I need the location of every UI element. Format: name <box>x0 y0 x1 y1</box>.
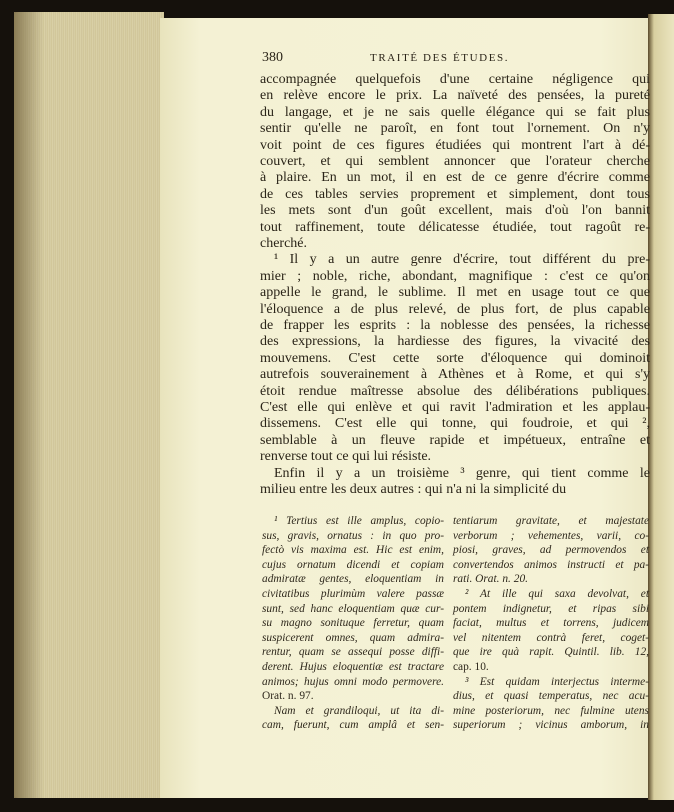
body-line: accompagnée quelquefois d'une certaine négligence qui <box>260 72 650 87</box>
footnote-line: admiratæ gentes, eloquentiam in <box>262 573 444 586</box>
body-line: les mets sont d'un goût excellent, mais d'où l'on bannit <box>260 203 650 219</box>
body-line: renverse tout ce qui lui résiste. <box>260 449 432 465</box>
body-line: milieu entre les deux autres : qui n'a ni la simplicité du <box>260 482 567 497</box>
body-line: l'éloquence a de plus relevé, de plus fort, de plus capable <box>260 301 650 317</box>
footnote-line: pontem indignetur, et ripas sibi <box>453 602 649 615</box>
body-line: appelle le grand, le sublime. Il met en usage tout ce que <box>260 285 650 301</box>
body-line: sentir qu'elle ne paroît, en font tout l'ornement. On n'y <box>260 121 650 137</box>
footnote-line: superiorum ; vicinus amborum, in <box>453 719 649 732</box>
footnote-line: cujus ornatum dicendi et copiam <box>262 558 444 571</box>
footnote-line: cap. 10. <box>453 661 489 673</box>
body-line: du langage, et je ne sais quelle élégance qui se fait plus <box>260 104 650 120</box>
footnote-line: sus, gravis, ornatus : in quo pro- <box>262 529 444 542</box>
body-line: de frapper les esprits : la noblesse des pensées, la richesse <box>260 318 650 333</box>
body-line: C'est elle qui enlève et qui ravit l'admiration et les applau- <box>260 400 650 415</box>
body-line: étoit rendue maîtresse absolue des délibérations publiques. <box>260 383 650 399</box>
body-line: cherché. <box>260 236 308 251</box>
footnote-line: animos; hujus omni modo permovere. <box>262 675 444 688</box>
footnote-line: Nam et grandiloqui, ut ita di- <box>274 704 444 717</box>
body-line: mouvemens. C'est cette sorte d'éloquence qui dominoit <box>260 350 650 366</box>
body-line: mier ; noble, riche, abondant, magnifique : c'est ce qu'on <box>260 268 650 284</box>
footnote-line: fectò vis maxima est. Hic est enim, <box>262 544 444 557</box>
body-line: des expressions, la hardiesse des figures, la vivacité des <box>260 334 650 350</box>
body-line: Enfin il y a un troisième ³ genre, qui tient comme le <box>274 465 650 481</box>
body-line: dissemens. C'est elle qui tonne, qui foudroie, et qui ², <box>260 416 650 432</box>
footnote-line: dius, et quasi temperatus, nec acu- <box>453 690 649 703</box>
body-line: autrefois souverainement à Athènes et à Rome, et qui s'y <box>260 367 650 383</box>
body-line: voit point de ces figures étudiées qui montrent l'art à dé- <box>260 137 650 153</box>
footnote-line: cam, fuerunt, cum amplâ et sen- <box>262 719 444 732</box>
footnote-line: Orat. n. 97. <box>262 690 314 703</box>
body-line: semblable à un fleuve rapide et impétueux, entraîne et <box>260 432 650 448</box>
footnote-line: verborum ; vehementes, varii, co- <box>453 529 649 542</box>
footnote-line: piosi, graves, ad permovendos et <box>453 544 649 557</box>
footnote-line: rati. Orat. n. 20. <box>453 573 528 586</box>
footnote-line: ² At ille qui saxa devolvat, et <box>465 588 649 600</box>
body-line: couvert, et qui semblent annoncer que l'orateur cherche <box>260 154 650 169</box>
body-line: en relève encore le prix. La naïveté des pensées, la pureté <box>260 88 650 104</box>
body-line: à plaire. En un mot, il en est de ce genre d'écrire comme <box>260 170 650 186</box>
footnote-line: faciat, multus et torrens, judicem <box>453 617 649 630</box>
page-edges-shadow <box>14 12 44 798</box>
running-head: TRAITÉ DES ÉTUDES. <box>370 52 510 64</box>
footnote-line: convertendos animos instructi et pa- <box>453 558 649 571</box>
footnote-line: ³ Est quidam interjectus interme- <box>465 675 649 688</box>
footnote-line: suspicerent omnes, quam admira- <box>262 631 444 644</box>
body-line: de ces tables servies proprement et simplement, dont tous <box>260 186 650 202</box>
facing-page-edge <box>648 14 674 800</box>
footnote-line: ¹ Tertius est ille amplus, copio- <box>274 515 444 527</box>
footnote-line: rentur, quam se assequi posse diffi- <box>262 646 444 659</box>
footnote-line: que ire quà rapit. Quintil. lib. 12, <box>453 646 649 659</box>
footnote-line: civitatibus plurimùm valere passæ <box>262 588 444 600</box>
footnote-line: tentiarum gravitate, et majestate <box>453 515 649 527</box>
footnote-line: derent. Hujus eloquentiæ est tractare <box>262 661 444 673</box>
footnote-line: vel nitentem contrà feret, coget- <box>453 631 649 644</box>
footnote-line: sunt, sed hanc eloquentiam quæ cur- <box>262 602 444 615</box>
page-number: 380 <box>262 50 283 65</box>
body-line: ¹ Il y a un autre genre d'écrire, tout différent du pre- <box>274 252 650 268</box>
footnote-line: su magno sonituque ferretur, quam <box>262 617 444 630</box>
footnote-line: mine posteriorum, nec fulmine utens <box>453 704 649 717</box>
body-line: tout raffinement, toute délicatesse étudiée, tout ragoût re- <box>260 219 650 235</box>
